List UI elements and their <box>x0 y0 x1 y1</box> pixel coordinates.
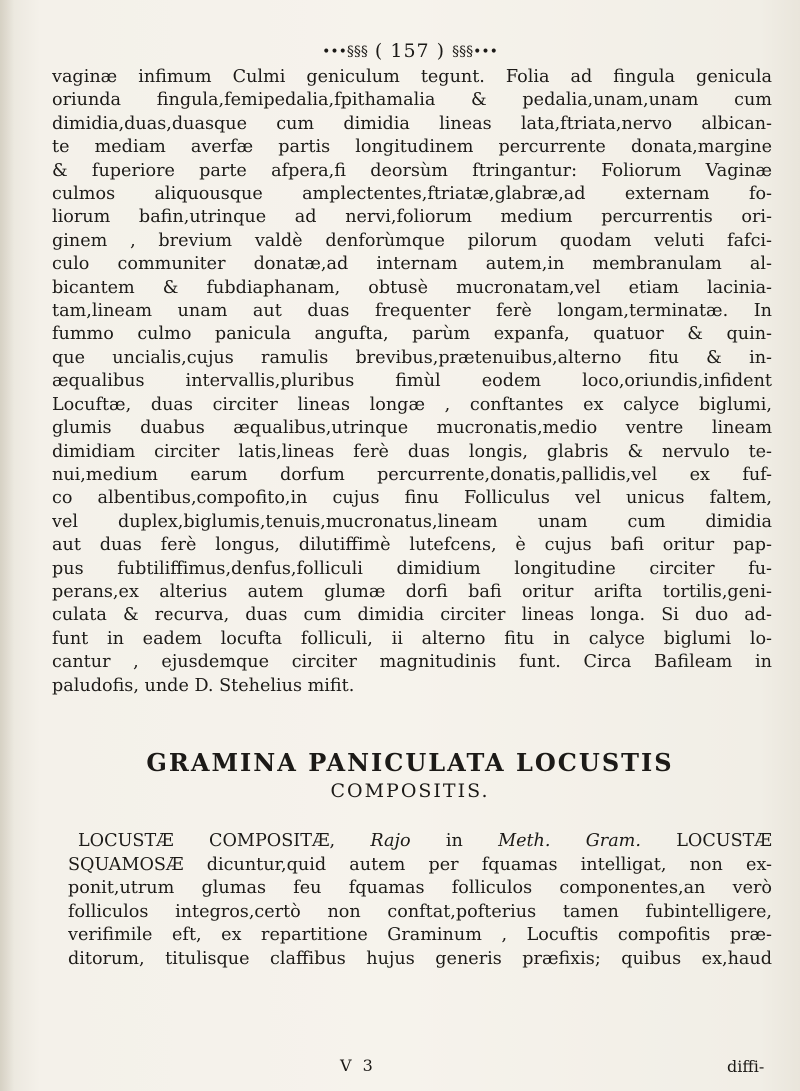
lead-term-2: LOCUSTÆ <box>676 831 772 851</box>
text-line: culmos aliquousque amplectentes,ftriatæ,glabræ,ad externam fo- <box>52 184 772 205</box>
text-line: vel duplex,biglumis,tenuis,mucronatus,lineam unam cum dimidia <box>52 511 772 532</box>
text-line: pus fubtiliffimus,denfus,folliculi dimidium longitudine circiter fu- <box>52 558 772 579</box>
text-line: nui,medium earum dorfum percurrente,donatis,pallidis,vel ex fuf- <box>52 464 772 485</box>
signature-mark: V 3 <box>340 1056 376 1075</box>
text-line: Locuftæ, duas circiter lineas longæ , conftantes ex calyce biglumi, <box>52 394 772 415</box>
text-line: folliculos integros,certò non conftat,pofterius tamen fubintelligere, <box>68 901 772 922</box>
text-line: te mediam averfæ partis longitudinem percurrente donata,margine <box>52 137 772 158</box>
page-gutter-shadow <box>0 0 14 1091</box>
header-ornament-right: §§§••• <box>452 44 498 60</box>
in-word: in <box>445 831 463 851</box>
text-line: ponit,utrum glumas feu fquamas folliculos componentes,an verò <box>68 878 772 899</box>
page-number: ( 157 ) <box>374 40 446 62</box>
section-subheading: COMPOSITIS. <box>330 780 490 802</box>
page-header <box>250 40 570 62</box>
text-line: co albentibus,compofito,in cujus finu Folliculus vel unicus faltem, <box>52 488 772 509</box>
text-line: aut duas ferè longus, dilutiffimè lutefcens, è cujus bafi oritur pap- <box>52 535 772 556</box>
catchword: diffi- <box>727 1057 765 1076</box>
text-line: verifimile eft, ex repartitione Graminum , Locuftis compofitis præ- <box>68 925 772 946</box>
text-line: glumis duabus æqualibus,utrinque mucronatis,medio ventre lineam <box>52 418 772 439</box>
text-line: & fuperiore parte afpera,fi deorsùm ftringantur: Foliorum Vaginæ <box>52 160 772 181</box>
text-line: culata & recurva, duas cum dimidia circiter lineas longa. Si duo ad- <box>52 605 772 626</box>
text-line: æqualibus intervallis,pluribus fimùl eodem loco,oriundis,infident <box>52 371 772 392</box>
text-line: fummo culmo panicula angufta, parùm expanfa, quatuor & quin- <box>52 324 772 345</box>
text-line: perans,ex alterius autem glumæ dorfi bafi oritur arifta tortilis,geni- <box>52 581 772 602</box>
text-line: que uncialis,cujus ramulis brevibus,prætenuibus,alterno fitu & in- <box>52 347 772 368</box>
lead-term: LOCUSTÆ COMPOSITÆ, <box>78 831 336 851</box>
text-line: ginem , brevium valdè denforùmque pilorum quodam veluti fafci- <box>52 230 772 251</box>
paragraph-locustae <box>68 830 772 972</box>
text-line: culo communiter donatæ,ad internam autem,in membranulam al- <box>52 254 772 275</box>
text-line: liorum bafin,utrinque ad nervi,foliorum medium percurrentis ori- <box>52 207 772 228</box>
text-line: ditorum, titulisque claffibus hujus generis præfixis; quibus ex,haud <box>68 948 772 969</box>
text-line-lead <box>68 830 772 854</box>
text-line: dimidia,duas,duasque cum dimidia lineas lata,ftriata,nervo albican- <box>52 113 772 134</box>
text-line: funt in eadem locufta folliculi, ii alterno fitu in calyce biglumi lo- <box>52 628 772 649</box>
section-heading: GRAMINA PANICULATA LOCUSTIS <box>146 748 674 777</box>
work-title: Meth. Gram. <box>498 831 641 851</box>
text-line: dimidiam circiter latis,lineas ferè duas longis, glabris & nervulo te- <box>52 441 772 462</box>
text-line: cantur , ejusdemque circiter magnitudinis funt. Circa Bafileam in <box>52 652 772 673</box>
text-line: bicantem & fubdiaphanam, obtusè mucronatam,vel etiam lacinia- <box>52 277 772 298</box>
text-line: tam,lineam unam aut duas frequenter ferè longam,terminatæ. In <box>52 301 772 322</box>
text-line: SQUAMOSÆ dicuntur,quid autem per fquamas intelligat, non ex- <box>68 854 772 875</box>
header-ornament-left: •••§§§ <box>322 44 368 60</box>
text-line: vaginæ infimum Culmi geniculum tegunt. Folia ad fingula genicula <box>52 67 772 87</box>
author-name: Rajo <box>370 831 411 851</box>
paragraph-description <box>52 66 772 698</box>
text-line: paludofis, unde D. Stehelius mifit. <box>52 675 355 696</box>
text-line: oriunda fingula,femipedalia,fpithamalia & pedalia,unam,unam cum <box>52 90 772 111</box>
